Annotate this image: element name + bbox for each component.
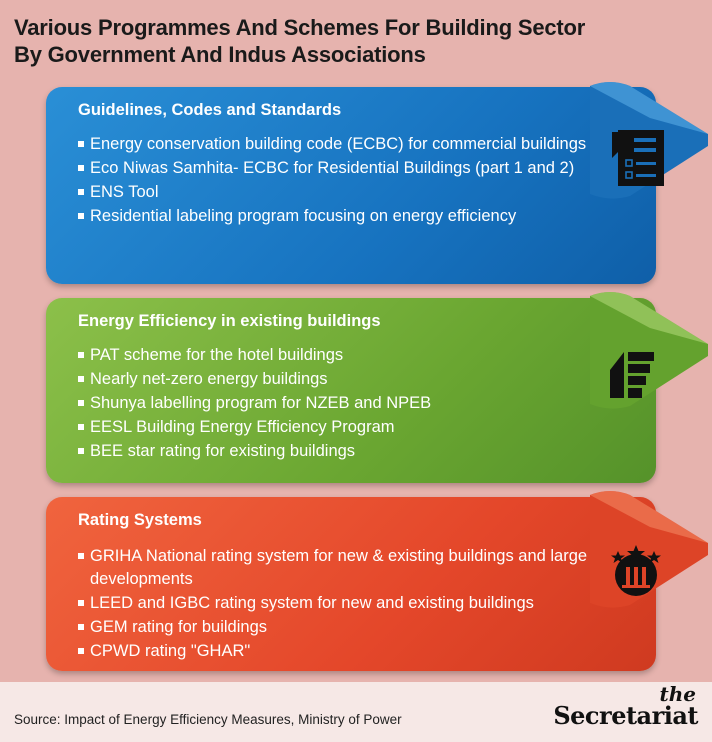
list-item: Shunya labelling program for NZEB and NPEB	[78, 392, 598, 415]
brand-name: Secretariat	[553, 701, 698, 730]
section-list	[78, 344, 638, 463]
list-item: EESL Building Energy Efficiency Program	[78, 416, 598, 439]
efficiency-rating-icon	[590, 288, 712, 413]
section-heading: Energy Efficiency in existing buildings	[78, 312, 381, 330]
list-item: Energy conservation building code (ECBC) for commercial buildings	[78, 133, 598, 156]
list-item: GRIHA National rating system for new & existing buildings and large developments	[78, 545, 598, 590]
source-note: Source: Impact of Energy Efficiency Measures, Ministry of Power	[14, 712, 402, 727]
list-item: CPWD rating "GHAR"	[78, 640, 598, 663]
footer	[0, 682, 712, 742]
brand-logo	[553, 684, 698, 728]
brand-the: the	[659, 682, 696, 706]
title-line-2: By Government And Indus Associations	[14, 42, 426, 67]
list-item: GEM rating for buildings	[78, 616, 598, 639]
list-item: PAT scheme for the hotel buildings	[78, 344, 598, 367]
section-list	[78, 545, 638, 662]
section-heading: Rating Systems	[78, 511, 202, 529]
star-building-icon	[590, 487, 712, 612]
section-heading: Guidelines, Codes and Standards	[78, 101, 342, 119]
list-item: LEED and IGBC rating system for new and existing buildings	[78, 592, 598, 615]
page-title	[14, 14, 704, 68]
list-item: Residential labeling program focusing on energy efficiency	[78, 205, 598, 228]
list-item: ENS Tool	[78, 181, 598, 204]
list-item: Nearly net-zero energy buildings	[78, 368, 598, 391]
title-line-1: Various Programmes And Schemes For Building Sector	[14, 15, 586, 40]
section-energy-efficiency	[46, 298, 656, 483]
list-item: BEE star rating for existing buildings	[78, 440, 598, 463]
section-rating-systems	[46, 497, 656, 671]
section-guidelines	[46, 87, 656, 284]
list-item: Eco Niwas Samhita- ECBC for Residential Buildings (part 1 and 2)	[78, 157, 598, 180]
section-list	[78, 133, 638, 228]
checklist-document-icon	[590, 78, 712, 203]
